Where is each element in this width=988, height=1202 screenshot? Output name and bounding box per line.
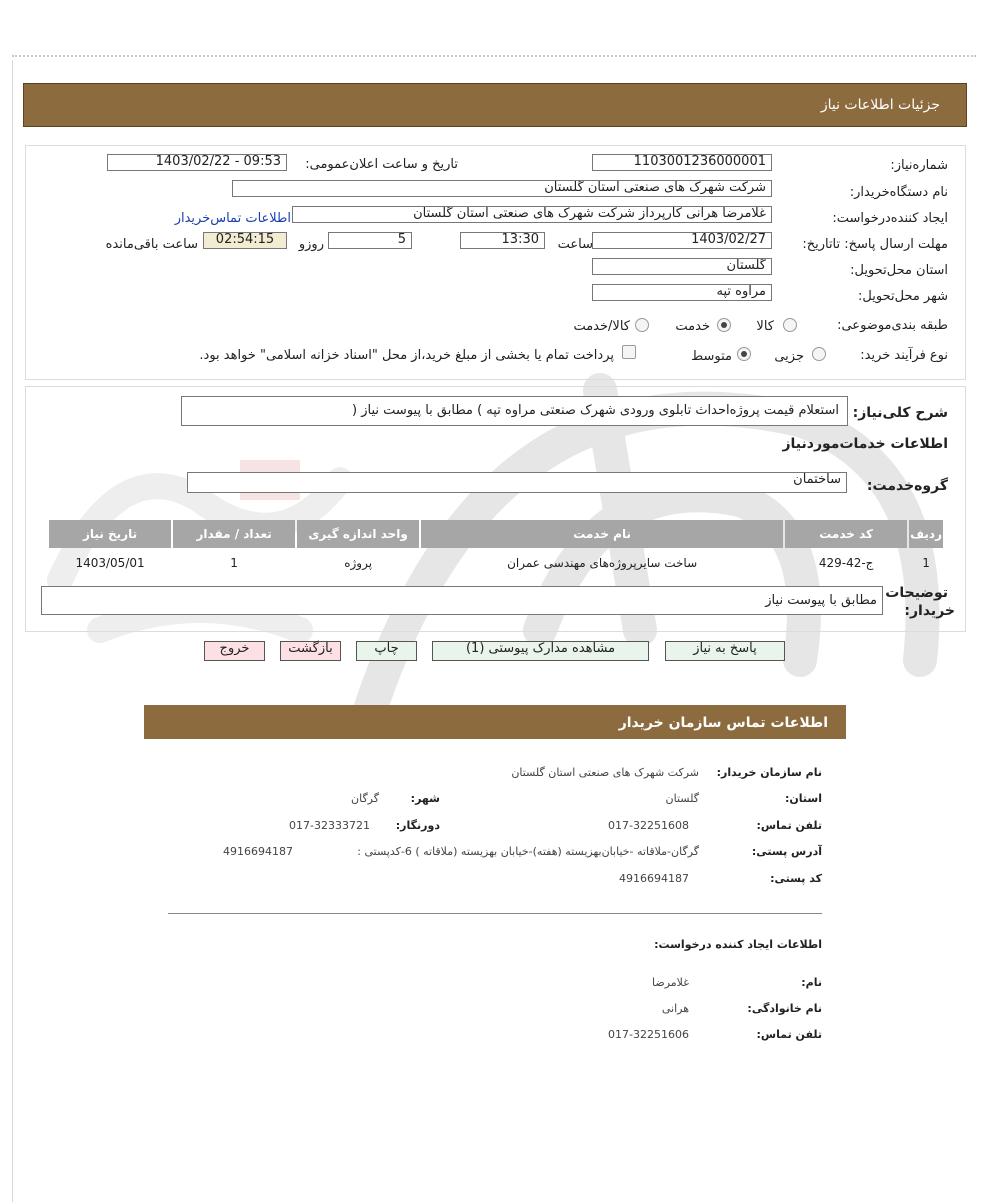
delivery-province-label: استان محل‌تحویل:: [850, 263, 948, 278]
category-option-goods-service: کالا/خدمت: [573, 319, 630, 334]
service-group-field: ساختمان: [187, 472, 847, 493]
cell-service-name: ساخت سایرپروژه‌های مهندسی عمران: [507, 556, 698, 570]
buyer-field: شرکت شهرک های صنعتی استان گلستان: [232, 180, 772, 197]
treasury-payment-note: پرداخت تمام یا بخشی از مبلغ خرید،از محل "اسناد خزانه اسلامی" خواهد بود.: [199, 348, 614, 363]
creator-name-value: غلامرضا: [652, 976, 689, 989]
services-table: [47, 518, 945, 578]
category-radio-service[interactable]: [717, 318, 731, 332]
table-row: [49, 550, 943, 576]
exit-button[interactable]: خروج: [204, 641, 265, 661]
summary-field: استعلام قیمت پروژه‌احداث تابلوی ورودی شهرک صنعتی مراوه تپه ) مطابق با پیوست نیاز (: [181, 396, 848, 426]
buyer-label: نام دستگاه‌خریدار:: [849, 185, 948, 200]
creator-label: ایجاد کننده‌درخواست:: [832, 211, 948, 226]
creator-name-label: نام:: [801, 976, 822, 989]
delivery-city-field: مراوه تپه: [592, 284, 772, 301]
col-service-code: کد خدمت: [785, 520, 907, 548]
services-heading: اطلاعات خدمات‌موردنیاز: [782, 436, 948, 452]
print-button[interactable]: چاپ: [356, 641, 417, 661]
attachments-button[interactable]: مشاهده مدارک پیوستی (1): [432, 641, 649, 661]
creator-phone-label: تلفن تماس:: [756, 1028, 822, 1041]
contact-phone-label: تلفن تماس:: [756, 819, 822, 832]
org-name-label: نام سازمان خریدار:: [716, 766, 822, 779]
address-value: گرگان-ملاقاته -خیابان‌بهزیسته (هفته)-خیابان بهزیسته (ملاقاته ) 6-کدپستی :: [357, 845, 699, 858]
process-label: نوع فرآیند خرید:: [860, 348, 948, 363]
category-option-service: خدمت: [675, 319, 710, 334]
postal-code-value: 4916694187: [619, 872, 689, 885]
category-option-goods: کالا: [756, 319, 774, 334]
cell-need-date: 1403/05/01: [75, 556, 145, 570]
process-radio-minor[interactable]: [812, 347, 826, 361]
deadline-date-field: 1403/02/27: [592, 232, 772, 249]
col-service-name: نام خدمت: [421, 520, 783, 548]
org-name-value: شرکت شهرک های صنعتی استان گلستان: [511, 766, 699, 779]
time-remaining-field: 02:54:15: [203, 232, 287, 249]
address-label: آدرس پستی:: [751, 845, 822, 858]
contact-heading: اطلاعات تماس سازمان خریدار: [618, 715, 828, 731]
announce-datetime-field: 1403/02/22 - 09:53: [107, 154, 287, 171]
creator-family-label: نام خانوادگی:: [747, 1002, 822, 1015]
deadline-label: مهلت ارسال پاسخ: تاتاریخ:: [802, 237, 948, 252]
buyer-notes-label-2: خریدار:: [904, 603, 955, 619]
creator-info-heading: اطلاعات ایجاد کننده درخواست:: [654, 938, 822, 951]
deadline-time-field: 13:30: [460, 232, 545, 249]
buyer-notes-field: مطابق با پیوست نیاز: [41, 586, 883, 615]
col-quantity: تعداد / مقدار: [173, 520, 295, 548]
need-number-field: 1103001236000001: [592, 154, 772, 171]
page-header: [23, 83, 967, 127]
contact-fax-value: 017-32333721: [289, 819, 370, 832]
creator-phone-value: 017-32251606: [608, 1028, 689, 1041]
col-row: ردیف: [909, 520, 943, 548]
reply-button[interactable]: پاسخ به نیاز: [665, 641, 785, 661]
contact-divider: [168, 913, 822, 914]
left-border-line: [12, 60, 13, 1202]
contact-city-label: شهر:: [410, 792, 440, 805]
postal-code-label: کد پستی:: [770, 872, 822, 885]
address-postal-value: 4916694187: [223, 845, 293, 858]
process-radio-medium[interactable]: [737, 347, 751, 361]
cell-service-code: ج-42-429: [818, 556, 874, 570]
service-group-label: گروه‌خدمت:: [866, 478, 948, 494]
cell-row: 1: [922, 556, 930, 570]
process-option-medium: متوسط: [691, 349, 732, 364]
announce-label: تاریخ و ساعت اعلان‌عمومی:: [305, 157, 458, 172]
creator-family-value: هرانی: [661, 1002, 689, 1015]
page-title: جزئیات اطلاعات نیاز: [820, 97, 940, 113]
category-radio-goods[interactable]: [783, 318, 797, 332]
category-radio-goods-service[interactable]: [635, 318, 649, 332]
treasury-payment-checkbox[interactable]: [622, 345, 636, 359]
cell-unit: پروژه: [344, 556, 373, 570]
contact-fax-label: دورنگار:: [395, 819, 440, 832]
contact-header: [144, 705, 846, 739]
days-label: روزو: [298, 237, 324, 252]
creator-field: غلامرضا هرانی کارپرداز شرکت شهرک های صنعتی استان گلستان: [292, 206, 772, 223]
buyer-contact-link[interactable]: اطلاعات تماس‌خریدار: [174, 211, 291, 226]
contact-province-label: استان:: [785, 792, 822, 805]
delivery-city-label: شهر محل‌تحویل:: [858, 289, 948, 304]
category-label: طبقه بندی‌موضوعی:: [837, 318, 948, 333]
buyer-notes-label-1: توضیحات: [885, 585, 948, 601]
contact-city-value: گرگان: [351, 792, 379, 805]
time-remaining-label: ساعت باقی‌مانده: [105, 237, 198, 252]
services-table-header: [49, 520, 943, 548]
col-need-date: تاریخ نیاز: [49, 520, 171, 548]
back-button[interactable]: بازگشت: [280, 641, 341, 661]
summary-label: شرح کلی‌نیاز:: [852, 405, 948, 421]
days-remaining-field: 5: [328, 232, 412, 249]
contact-phone-value: 017-32251608: [608, 819, 689, 832]
need-number-label: شماره‌نیاز:: [890, 158, 948, 173]
delivery-province-field: گلستان: [592, 258, 772, 275]
contact-province-value: گلستان: [665, 792, 699, 805]
top-dotted-separator: [12, 55, 976, 57]
cell-quantity: 1: [230, 556, 238, 570]
deadline-hour-label: ساعت: [557, 237, 593, 252]
process-option-minor: جزیی: [774, 349, 804, 364]
col-unit: واحد اندازه گیری: [297, 520, 419, 548]
